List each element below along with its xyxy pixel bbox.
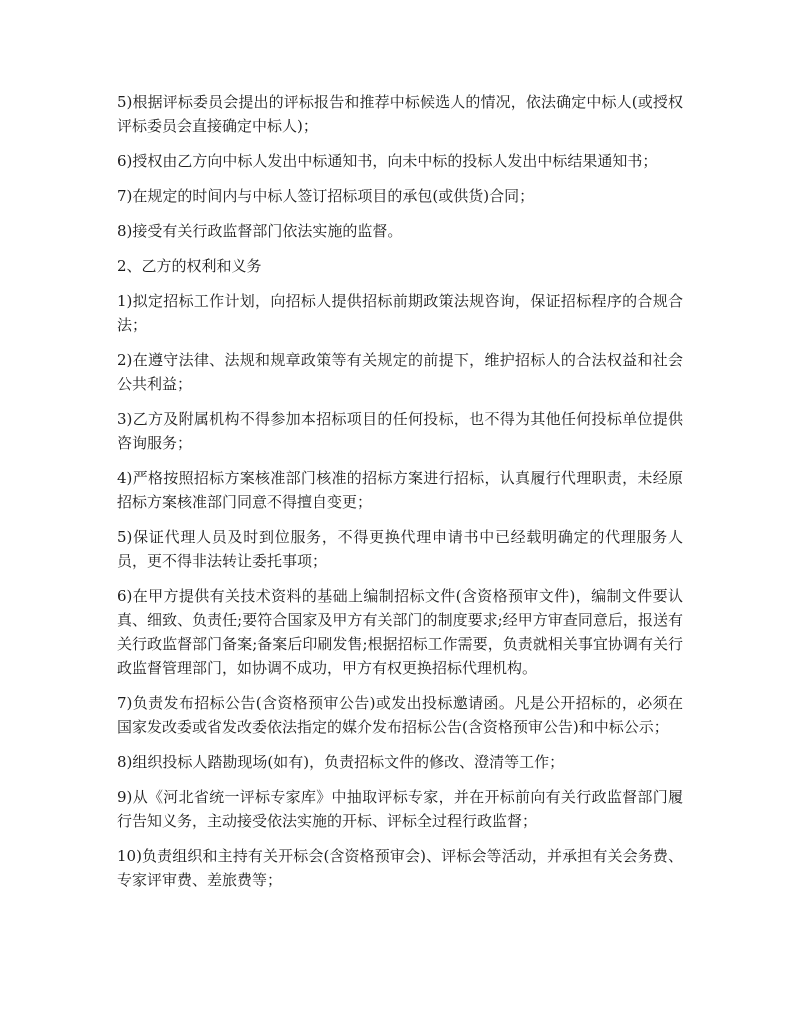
paragraph: 10)负责组织和主持有关开标会(含资格预审会)、评标会等活动，并承担有关会务费、专家评审费、差旅费等； — [117, 847, 683, 889]
paragraph: 2)在遵守法律、法规和规章政策等有关规定的前提下，维护招标人的合法权益和社会公共利益； — [117, 351, 683, 393]
paragraph: 6)授权由乙方向中标人发出中标通知书，向未中标的投标人发出中标结果通知书； — [117, 152, 658, 170]
paragraph: 5)根据评标委员会提出的评标报告和推荐中标候选人的情况，依法确定中标人(或授权评标委员会直接确定中标人)； — [117, 93, 683, 135]
document-body — [117, 90, 683, 903]
paragraph: 8)组织投标人踏勘现场(如有)，负责招标文件的修改、澄清等工作； — [117, 753, 565, 771]
paragraph: 9)从《河北省统一评标专家库》中抽取评标专家，并在开标前向有关行政监督部门履行告知义务，主动接受依法实施的开标、评标全过程行政监督； — [117, 788, 683, 830]
paragraph: 8)接受有关行政监督部门依法实施的监督。 — [117, 222, 403, 240]
paragraph: 7)负责发布招标公告(含资格预审公告)或发出投标邀请函。凡是公开招标的，必须在国家发改委或省发改委依法指定的媒介发布招标公告(含资格预审公告)和中标公示； — [117, 694, 683, 736]
section-heading: 2、乙方的权利和义务 — [117, 257, 262, 275]
paragraph: 1)拟定招标工作计划，向招标人提供招标前期政策法规咨询，保证招标程序的合规合法； — [117, 292, 683, 334]
paragraph: 7)在规定的时间内与中标人签订招标项目的承包(或供货)合同； — [117, 187, 535, 205]
paragraph: 3)乙方及附属机构不得参加本招标项目的任何投标，也不得为其他任何投标单位提供咨询服务； — [117, 410, 683, 452]
paragraph: 6)在甲方提供有关技术资料的基础上编制招标文件(含资格预审文件)，编制文件要认真、细致、负责任;要符合国家及甲方有关部门的制度要求;经甲方审查同意后，报送有关行政监督部门备案;备案后印刷发售;根据招标工作需要，负责就相关事宜协调有关行政监督管理部门，如协调不成功，甲方有权更换招标代理机构。 — [117, 587, 683, 677]
paragraph: 5)保证代理人员及时到位服务，不得更换代理申请书中已经载明确定的代理服务人员，更不得非法转让委托事项； — [117, 528, 683, 570]
paragraph: 4)严格按照招标方案核准部门核准的招标方案进行招标，认真履行代理职责，未经原招标方案核准部门同意不得擅自变更； — [117, 469, 683, 511]
